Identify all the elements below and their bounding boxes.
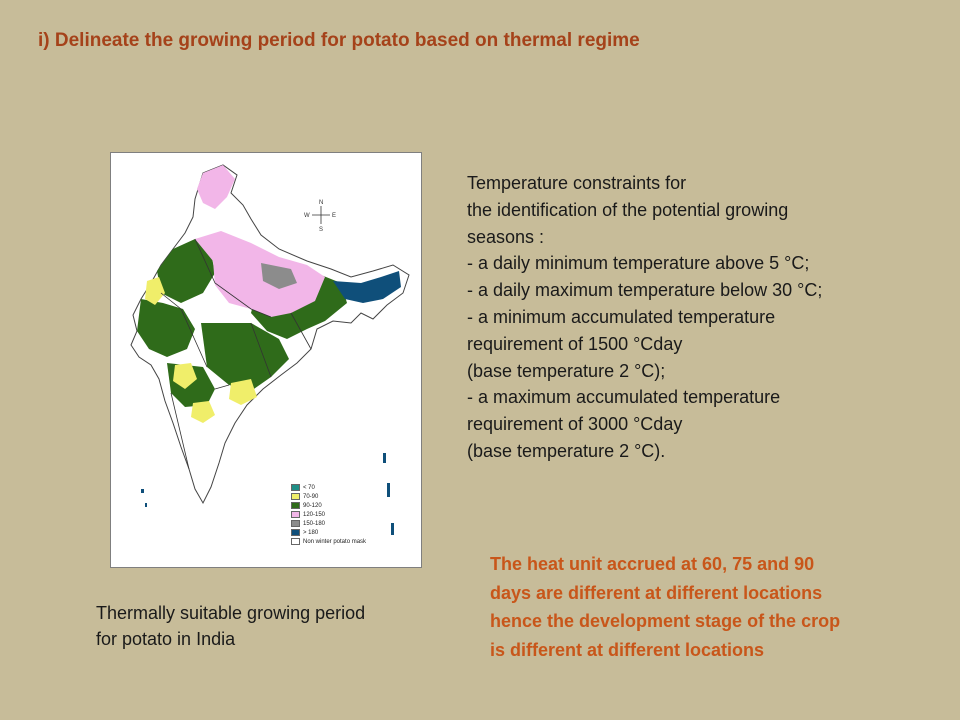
legend-label: > 180 [303, 529, 319, 536]
legend-item [291, 492, 366, 501]
legend-item [291, 510, 366, 519]
compass-e: E [332, 213, 337, 219]
constraint-line: requirement of 3000 °Cday [467, 414, 683, 435]
constraint-line: seasons : [467, 226, 545, 247]
temperature-constraints [467, 170, 937, 465]
legend-item [291, 519, 366, 528]
compass-s: S [319, 227, 324, 233]
compass-w: W [304, 213, 310, 219]
heat-unit-note [490, 550, 930, 664]
legend-item [291, 501, 366, 510]
legend-item [291, 537, 366, 546]
constraint-line: requirement of 1500 °Cday [467, 333, 683, 354]
legend-swatch [291, 493, 300, 500]
map-caption [96, 600, 365, 652]
note-line: is different at different locations [490, 639, 765, 660]
constraint-line: the identification of the potential growing [467, 199, 789, 220]
legend-swatch [291, 484, 300, 491]
legend-label: < 70 [303, 484, 315, 491]
legend-item [291, 528, 366, 537]
legend-swatch [291, 538, 300, 545]
legend-item [291, 483, 366, 492]
legend-swatch [291, 511, 300, 518]
constraint-line: - a maximum accumulated temperature [467, 387, 781, 408]
compass-n: N [319, 200, 324, 206]
legend-label: 120-150 [303, 511, 326, 518]
legend-swatch [291, 520, 300, 527]
note-line: days are different at different locations [490, 582, 823, 603]
note-line: The heat unit accrued at 60, 75 and 90 [490, 554, 815, 574]
caption-line: for potato in India [96, 629, 236, 649]
compass-icon [304, 200, 336, 233]
legend-label: 150-180 [303, 520, 326, 527]
map-legend [291, 483, 366, 546]
constraint-line: - a daily minimum temperature above 5 °C; [467, 253, 810, 274]
constraint-line: - a minimum accumulated temperature [467, 306, 776, 327]
india-map [111, 153, 422, 568]
india-map-figure [110, 152, 422, 568]
slide-title: i) Delineate the growing period for potato based on thermal regime [38, 30, 640, 51]
legend-label: Non winter potato mask [303, 538, 367, 545]
note-line: hence the development stage of the crop [490, 611, 841, 631]
constraint-line: - a daily maximum temperature below 30 °C; [467, 280, 823, 301]
legend-label: 90-120 [303, 502, 322, 509]
constraint-line: Temperature constraints for [467, 173, 687, 193]
legend-swatch [291, 529, 300, 536]
constraint-line: (base temperature 2 °C); [467, 360, 666, 381]
constraint-line: (base temperature 2 °C). [467, 440, 666, 461]
legend-swatch [291, 502, 300, 509]
caption-line: Thermally suitable growing period [96, 603, 366, 623]
legend-label: 70-90 [303, 493, 319, 500]
